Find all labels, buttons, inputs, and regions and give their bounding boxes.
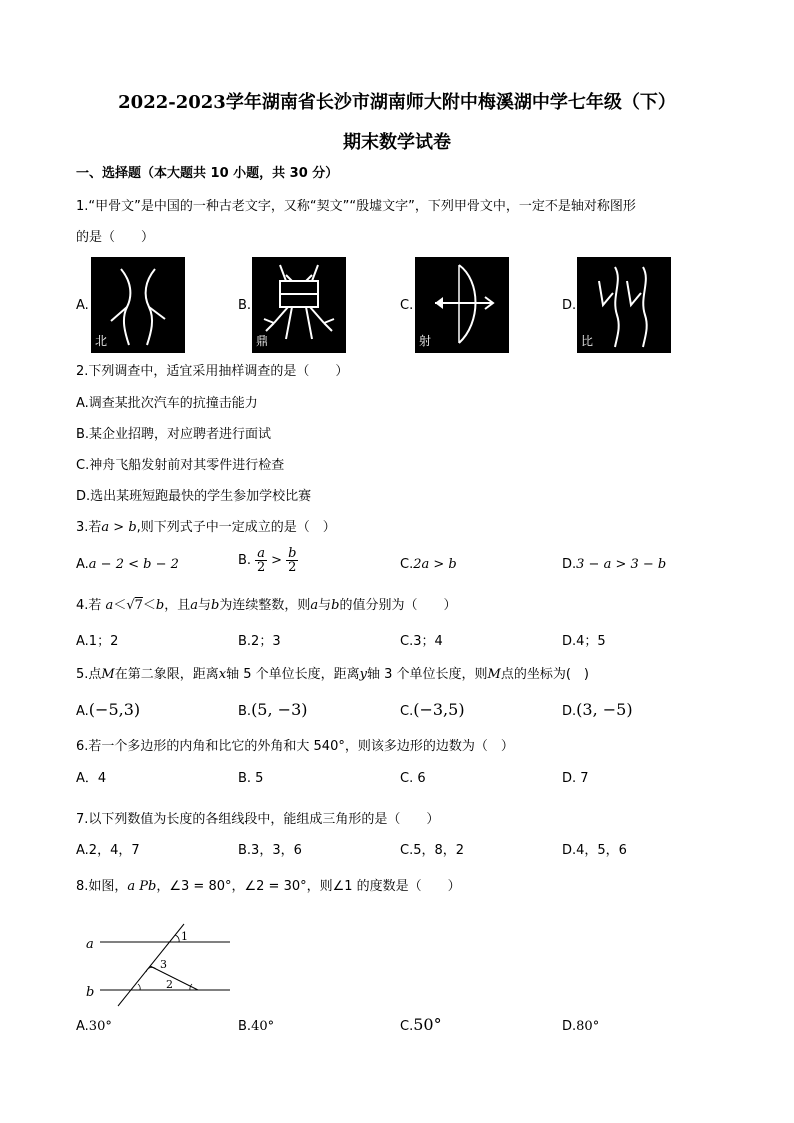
q1-option-d-glyph — [577, 257, 671, 353]
q4-mid2: 与 — [198, 598, 212, 613]
section-heading: 一、选择题（本大题共 10 小题，共 30 分） — [76, 166, 339, 181]
q4-option-b: B.2；3 — [238, 634, 281, 649]
q3-option-d — [562, 556, 666, 574]
q3-option-d-math: 3 − a > 3 − b — [576, 557, 667, 572]
q1-option-a-caption: 北 — [95, 334, 108, 348]
q5-option-c — [400, 701, 465, 721]
q1-option-d-caption: 比 — [581, 334, 594, 348]
q4-sqrt: √7 — [126, 598, 143, 613]
q5-mid3: 轴 3 个单位长度，则 — [366, 667, 488, 682]
q1-option-a-glyph — [91, 257, 185, 353]
q4-mid1: ，且 — [164, 598, 191, 613]
q3-stem-math: a > b — [101, 520, 137, 535]
q7-option-b: B.3，3，6 — [238, 843, 302, 858]
q4-var-a3: a — [310, 598, 319, 613]
q6-option-c: C. 6 — [400, 771, 426, 786]
q3-option-c-label: C. — [400, 557, 414, 572]
q2-option-a: A.调查某批次汽车的抗撞击能力 — [76, 396, 258, 411]
q8-stem-post: ，∠3 = 80°，∠2 = 30°，则∠1 的度数是（ ） — [156, 879, 461, 894]
q3-option-b — [238, 547, 298, 574]
q1-option-b-label: B. — [238, 298, 252, 313]
label-angle2: 2 — [166, 978, 173, 991]
q6-stem: 6.若一个多边形的内角和比它的外角和大 540°，则该多边形的边数为（ ） — [76, 739, 514, 754]
transversal — [118, 924, 184, 1006]
q4-var-b3: b — [331, 598, 340, 613]
q4-lt2: ＜ — [142, 598, 156, 613]
q1-option-d-label: D. — [562, 298, 577, 313]
q2-option-d: D.选出某班短跑最快的学生参加学校比赛 — [76, 489, 312, 504]
q8-stem — [76, 878, 461, 896]
q4-lt1: ＜ — [113, 598, 127, 613]
label-a: a — [86, 937, 94, 952]
q3-option-b-op: > — [271, 553, 283, 568]
q5-option-a-label: A. — [76, 704, 89, 719]
q3-option-a-label: A. — [76, 557, 89, 572]
q4-var-b: b — [155, 598, 165, 613]
q4-mid3: 为连续整数，则 — [219, 598, 311, 613]
q8-option-b-label: B. — [238, 1019, 252, 1034]
q8-figure — [80, 918, 240, 1018]
angle1-arc — [175, 935, 179, 942]
q4-mid4: 与 — [318, 598, 332, 613]
q5-option-a-value: (−5,3) — [88, 700, 141, 719]
q4-option-c: C.3；4 — [400, 634, 443, 649]
q5-option-c-value: (−3,5) — [413, 700, 465, 719]
exam-title-line2: 期末数学试卷 — [343, 132, 451, 153]
q8-option-c-value: 50° — [413, 1015, 442, 1034]
q5-option-c-label: C. — [400, 704, 414, 719]
q3-stem-post: ,则下列式子中一定成立的是（ ） — [136, 520, 336, 535]
q5-option-d — [562, 701, 633, 721]
q7-option-c: C.5，8，2 — [400, 843, 465, 858]
q3-option-b-frac1 — [255, 547, 267, 574]
q7-stem: 7.以下列数值为长度的各组线段中，能组成三角形的是（ ） — [76, 812, 440, 827]
q3-option-b-den1: 2 — [256, 560, 266, 575]
q8-option-d-value: 80° — [576, 1019, 600, 1034]
q3-option-a — [76, 556, 179, 574]
q3-option-b-num1: a — [257, 546, 265, 561]
q5-option-d-label: D. — [562, 704, 577, 719]
q3-option-b-frac2 — [286, 547, 298, 574]
q3-option-c-math: 2a > b — [413, 557, 457, 572]
q8-option-b-value: 40° — [251, 1019, 275, 1034]
q7-option-d: D.4，5，6 — [562, 843, 627, 858]
q7-option-a: A.2，4，7 — [76, 843, 140, 858]
q1-option-b-glyph — [252, 257, 346, 353]
q4-var-a: a — [105, 598, 114, 613]
q5-stem — [76, 666, 589, 684]
q3-option-c — [400, 556, 457, 574]
q5-mid2: 轴 5 个单位长度，距离 — [226, 667, 360, 682]
q5-option-d-value: (3, −5) — [576, 700, 633, 719]
q1-option-c-caption: 射 — [419, 334, 432, 348]
q8-option-d-label: D. — [562, 1019, 577, 1034]
q8-stem-pre: 8.如图， — [76, 879, 128, 894]
label-angle1: 1 — [181, 930, 188, 943]
q6-option-d: D. 7 — [562, 771, 589, 786]
q1-option-c-glyph — [415, 257, 509, 353]
angle3-arc — [146, 967, 156, 972]
q3-option-b-label: B. — [238, 553, 252, 568]
q1-stem-line2: 的是（ ） — [76, 230, 155, 245]
q4-var-a2: a — [190, 598, 199, 613]
q5-option-a — [76, 701, 140, 721]
q3-stem-pre: 3.若 — [76, 520, 102, 535]
q3-stem — [76, 519, 336, 537]
q5-var-m: M — [101, 667, 115, 682]
q1-option-c-label: C. — [400, 298, 414, 313]
q1-option-a-label: A. — [76, 298, 89, 313]
label-b: b — [86, 985, 95, 1000]
q2-option-b: B.某企业招聘，对应聘者进行面试 — [76, 427, 272, 442]
q4-stem — [76, 597, 457, 615]
q5-var-m2: M — [487, 667, 501, 682]
q5-option-b — [238, 701, 307, 721]
q4-var-b2: b — [211, 598, 220, 613]
q4-stem-post: 的值分别为（ ） — [339, 598, 457, 613]
q8-option-a-value: 30° — [88, 1019, 112, 1034]
q4-option-a: A.1；2 — [76, 634, 119, 649]
q5-option-b-label: B. — [238, 704, 252, 719]
q8-option-a — [76, 1018, 112, 1036]
q8-option-a-label: A. — [76, 1019, 89, 1034]
angle-b-arc — [138, 984, 140, 990]
q1-option-b-caption: 鼎 — [256, 334, 269, 348]
q4-stem-pre: 4.若 — [76, 598, 106, 613]
q8-option-c — [400, 1016, 442, 1036]
q8-option-c-label: C. — [400, 1019, 414, 1034]
q5-stem-post: 点的坐标为( ) — [500, 667, 589, 682]
q5-option-b-value: (5, −3) — [251, 700, 308, 719]
q8-parallel: a Pb — [127, 879, 157, 894]
q3-option-d-label: D. — [562, 557, 577, 572]
q2-option-c: C.神舟飞船发射前对其零件进行检查 — [76, 458, 285, 473]
label-angle3: 3 — [160, 958, 167, 971]
q5-stem-pre: 5.点 — [76, 667, 102, 682]
q4-sqrt-num: 7 — [134, 598, 143, 613]
q5-mid1: 在第二象限，距离 — [114, 667, 219, 682]
exam-title-line1: 2022-2023学年湖南省长沙市湖南师大附中梅溪湖中学七年级（下） — [118, 92, 676, 113]
q3-option-b-num2: b — [288, 546, 297, 561]
q3-option-b-den2: 2 — [288, 560, 297, 575]
q1-stem-line1: 1.“甲骨文”是中国的一种古老文字，又称“契文”“殷墟文字”，下列甲骨文中，一定不是轴对称图形 — [76, 199, 636, 214]
q5-var-y: y — [359, 667, 367, 682]
q6-option-b: B. 5 — [238, 771, 264, 786]
q6-option-a: A．4 — [76, 771, 107, 786]
q2-stem: 2.下列调查中，适宜采用抽样调查的是（ ） — [76, 364, 349, 379]
q8-option-b — [238, 1018, 274, 1036]
q4-option-d: D.4；5 — [562, 634, 606, 649]
q5-var-x: x — [218, 667, 227, 682]
q3-option-a-math: a − 2 < b − 2 — [88, 557, 179, 572]
q8-option-d — [562, 1018, 599, 1036]
